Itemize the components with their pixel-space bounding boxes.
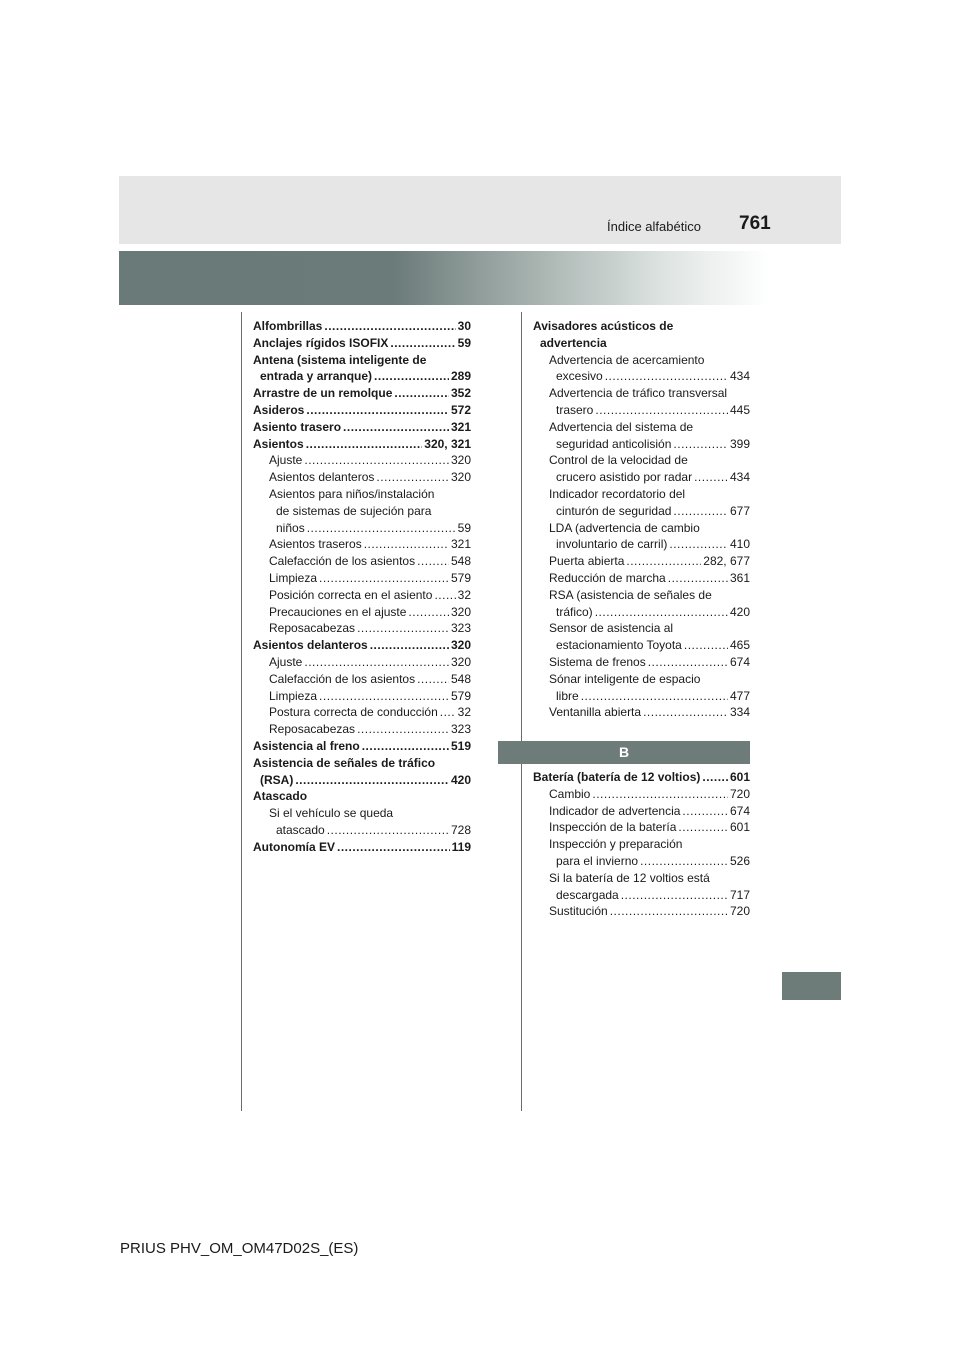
index-entry	[533, 887, 750, 904]
index-entry	[533, 803, 750, 820]
index-page-ref: 434	[729, 470, 750, 485]
index-entry	[533, 469, 750, 486]
index-entry-text: Advertencia de tráfico transversal	[549, 386, 728, 401]
index-page-ref: 572	[450, 402, 471, 417]
index-entry-label: Alfombrillas	[253, 319, 323, 333]
leader-dots	[643, 704, 728, 721]
leader-dots	[357, 721, 449, 738]
index-entry-text: Inspección y preparación	[549, 837, 683, 852]
leader-dots	[307, 520, 456, 537]
index-entry-text: Advertencia de acercamiento	[549, 352, 705, 367]
index-entry-label: excesivo	[556, 369, 603, 384]
index-entry-label: niños	[276, 520, 305, 535]
leader-dots	[376, 469, 449, 486]
index-entry-text: Sensor de asistencia al	[549, 621, 674, 636]
index-page-ref: 579	[450, 688, 471, 703]
index-page-ref: 728	[450, 822, 471, 837]
index-entry-label: Sistema de frenos	[549, 654, 646, 669]
index-entry-text: LDA (advertencia de cambio	[549, 520, 700, 535]
index-page-ref: 601	[729, 770, 750, 784]
index-column-right-a	[533, 318, 750, 721]
index-page-ref: 420	[729, 604, 750, 619]
leader-dots	[621, 887, 728, 904]
index-entry-label: Limpieza	[269, 688, 318, 703]
header-band	[119, 176, 841, 244]
leader-dots	[417, 553, 449, 570]
index-entry-label: Ventanilla abierta	[549, 705, 642, 720]
index-entry	[253, 822, 471, 839]
index-entry-text: Advertencia del sistema de	[549, 419, 694, 434]
index-entry-label: seguridad anticolisión	[556, 436, 672, 451]
leader-dots	[337, 839, 450, 856]
leader-dots	[306, 402, 449, 419]
index-entry-text: Atascado	[253, 789, 308, 804]
letter-divider-b: B	[498, 741, 750, 764]
index-column-right-b	[533, 769, 750, 920]
leader-dots	[684, 637, 728, 654]
leader-dots	[374, 368, 449, 385]
index-page-ref: 320	[450, 654, 471, 669]
index-entry-label: Asideros	[253, 402, 305, 417]
index-entry-label: tráfico)	[556, 604, 593, 619]
index-page-ref: 526	[729, 853, 750, 868]
index-entry-text: Antena (sistema inteligente de	[253, 352, 427, 367]
leader-dots	[702, 769, 728, 786]
leader-dots	[304, 654, 449, 671]
index-entry	[253, 452, 471, 469]
index-page-ref: 410	[729, 537, 750, 552]
index-page-ref: 361	[729, 570, 750, 585]
leader-dots	[682, 803, 728, 820]
index-page-ref: 30	[457, 319, 471, 333]
index-entry	[253, 368, 471, 385]
index-entry	[533, 503, 750, 520]
index-entry-text: Indicador recordatorio del	[549, 486, 686, 501]
index-page-ref: 477	[729, 688, 750, 703]
index-entry	[253, 570, 471, 587]
index-entry	[253, 402, 471, 419]
index-entry	[253, 654, 471, 671]
index-entry-label: Autonomía EV	[253, 839, 336, 854]
leader-dots	[417, 671, 449, 688]
index-entry-label: para el invierno	[556, 853, 639, 868]
index-entry	[253, 721, 471, 738]
index-entry	[533, 553, 750, 570]
leader-dots	[434, 587, 455, 604]
index-entry	[533, 688, 750, 705]
index-entry-label: Calefacción de los asientos	[269, 671, 416, 686]
index-entry	[533, 769, 750, 786]
index-page-ref: 579	[450, 570, 471, 585]
leader-dots	[327, 822, 449, 839]
leader-dots	[694, 469, 728, 486]
leader-dots	[319, 688, 449, 705]
leader-dots	[370, 637, 449, 654]
index-entry-text: Sónar inteligente de espacio	[549, 671, 701, 686]
leader-dots	[595, 402, 728, 419]
index-entry	[253, 536, 471, 553]
index-page-ref: 601	[729, 820, 750, 835]
index-entry	[533, 704, 750, 721]
index-entry-label: Limpieza	[269, 570, 318, 585]
index-page-ref: 59	[457, 520, 471, 535]
index-page-ref: 32	[457, 587, 471, 602]
index-entry	[533, 368, 750, 385]
index-entry-label: (RSA)	[260, 772, 294, 787]
section-title: Índice alfabético	[607, 219, 701, 234]
leader-dots	[592, 786, 728, 803]
index-page-ref: 334	[729, 705, 750, 720]
index-entry-label: trasero	[556, 402, 594, 417]
leader-dots	[678, 819, 728, 836]
index-page-ref: 321	[450, 537, 471, 552]
index-page-ref: 321	[450, 419, 471, 434]
index-entry-label: Arrastre de un remolque	[253, 386, 393, 401]
leader-dots	[673, 503, 728, 520]
index-entry	[253, 620, 471, 637]
index-entry-label: estacionamiento Toyota	[556, 638, 682, 653]
index-entry-text: de sistemas de sujeción para	[276, 503, 432, 518]
index-entry-label: Reducción de marcha	[549, 570, 666, 585]
index-page-ref: 119	[451, 839, 471, 854]
leader-dots	[324, 318, 455, 335]
index-entry-label: Posición correcta en el asiento	[269, 587, 433, 602]
leader-dots	[668, 570, 728, 587]
index-page-ref: 548	[450, 554, 471, 569]
index-entry-label: Batería (batería de 12 voltios)	[533, 770, 701, 784]
index-entry-text: Si la batería de 12 voltios está	[549, 870, 710, 885]
index-entry	[253, 772, 471, 789]
index-page-ref: 289	[450, 369, 471, 384]
index-entry	[253, 553, 471, 570]
index-page-ref: 320, 321	[424, 436, 471, 451]
index-entry-label: Precauciones en el ajuste	[269, 604, 407, 619]
leader-dots	[610, 903, 728, 920]
leader-dots	[357, 620, 449, 637]
index-entry-text: Asientos para niños/instalación	[269, 486, 435, 501]
index-page-ref: 445	[729, 402, 750, 417]
index-page-ref: 677	[729, 503, 750, 518]
leader-dots	[595, 604, 728, 621]
index-entry	[253, 335, 471, 352]
leader-dots	[673, 436, 728, 453]
index-entry-text: Avisadores acústicos de	[533, 319, 674, 333]
index-entry	[253, 520, 471, 537]
index-entry-label: Sustitución	[549, 904, 608, 919]
document-id-footer: PRIUS PHV_OM_OM47D02S_(ES)	[120, 1240, 359, 1257]
chapter-side-tab	[782, 972, 841, 1000]
index-entry-text: Asistencia de señales de tráfico	[253, 755, 436, 770]
index-entry	[253, 738, 471, 755]
index-entry-label: involuntario de carril)	[556, 537, 668, 552]
index-entry	[253, 839, 471, 856]
index-entry-label: Asiento trasero	[253, 419, 342, 434]
index-page-ref: 320	[450, 638, 471, 653]
index-entry-label: Asientos traseros	[269, 537, 362, 552]
index-page-ref: 352	[450, 386, 471, 401]
index-entry-label: Postura correcta de conducción	[269, 705, 438, 720]
index-entry	[253, 587, 471, 604]
index-page-ref: 320	[450, 453, 471, 468]
index-entry	[533, 637, 750, 654]
index-entry-label: descargada	[556, 887, 619, 902]
index-entry	[253, 637, 471, 654]
leader-dots	[648, 654, 728, 671]
index-entry-label: libre	[556, 688, 579, 703]
index-page-ref: 674	[729, 803, 750, 818]
leader-dots	[343, 419, 449, 436]
index-entry-label: Ajuste	[269, 654, 303, 669]
index-page-ref: 548	[450, 671, 471, 686]
index-page-ref: 720	[729, 904, 750, 919]
index-entry	[533, 853, 750, 870]
index-entry	[253, 469, 471, 486]
index-entry-text: Si el vehículo se queda	[269, 806, 394, 821]
index-entry-label: Ajuste	[269, 453, 303, 468]
leader-dots	[440, 704, 456, 721]
index-entry	[533, 536, 750, 553]
index-entry	[533, 786, 750, 803]
leader-dots	[319, 570, 449, 587]
index-entry-label: Reposacabezas	[269, 621, 356, 636]
leader-dots	[408, 604, 449, 621]
index-entry-label: Puerta abierta	[549, 554, 625, 569]
index-entry	[253, 385, 471, 402]
leader-dots	[626, 553, 701, 570]
index-entry	[253, 704, 471, 721]
index-entry	[533, 819, 750, 836]
index-page-ref: 399	[729, 436, 750, 451]
index-entry-label: atascado	[276, 822, 325, 837]
index-page-ref: 465	[729, 638, 750, 653]
index-entry-label: crucero asistido por radar	[556, 470, 693, 485]
index-column-left	[253, 318, 471, 856]
index-entry-label: Cambio	[549, 786, 591, 801]
index-page-ref: 434	[729, 369, 750, 384]
index-entry	[253, 671, 471, 688]
index-entry-label: Inspección de la batería	[549, 820, 677, 835]
index-entry	[533, 654, 750, 671]
index-entry	[253, 419, 471, 436]
leader-dots	[605, 368, 728, 385]
index-entry	[253, 436, 471, 453]
index-page-ref: 420	[450, 772, 471, 787]
leader-dots	[306, 436, 423, 453]
index-entry-label: Calefacción de los asientos	[269, 554, 416, 569]
leader-dots	[362, 738, 449, 755]
index-entry-text: RSA (asistencia de señales de	[549, 587, 712, 602]
leader-dots	[394, 385, 449, 402]
leader-dots	[640, 853, 728, 870]
index-entry-label: cinturón de seguridad	[556, 503, 672, 518]
index-entry-label: Anclajes rígidos ISOFIX	[253, 335, 389, 350]
index-page-ref: 717	[729, 887, 750, 902]
index-page-ref: 519	[450, 738, 471, 753]
index-entry-text: advertencia	[540, 335, 607, 350]
index-entry	[533, 570, 750, 587]
column-divider-left	[241, 312, 242, 1111]
index-entry-label: entrada y arranque)	[260, 369, 373, 384]
index-page-ref: 32	[457, 705, 471, 720]
index-entry-label: Asientos delanteros	[253, 638, 368, 653]
index-page-ref: 323	[450, 621, 471, 636]
leader-dots	[304, 452, 449, 469]
index-entry-text: Control de la velocidad de	[549, 453, 688, 468]
leader-dots	[390, 335, 455, 352]
index-entry-label: Indicador de advertencia	[549, 803, 681, 818]
column-divider-middle	[521, 312, 522, 1111]
index-page-ref: 674	[729, 654, 750, 669]
decorative-gradient-band	[119, 251, 841, 305]
index-entry	[533, 402, 750, 419]
index-page-ref: 720	[729, 786, 750, 801]
index-page-ref: 323	[450, 722, 471, 737]
index-entry-label: Asientos delanteros	[269, 470, 375, 485]
index-entry	[253, 688, 471, 705]
index-entry	[253, 318, 471, 335]
leader-dots	[295, 772, 449, 789]
index-page-ref: 320	[450, 470, 471, 485]
index-entry	[533, 604, 750, 621]
index-page-ref: 59	[457, 335, 471, 350]
page-number: 761	[739, 213, 771, 234]
index-entry-label: Asientos	[253, 436, 304, 451]
leader-dots	[669, 536, 728, 553]
index-entry-label: Reposacabezas	[269, 722, 356, 737]
index-page-ref: 320	[450, 604, 471, 619]
leader-dots	[364, 536, 449, 553]
index-entry	[253, 604, 471, 621]
index-entry	[533, 903, 750, 920]
index-entry-label: Asistencia al freno	[253, 738, 360, 753]
index-entry	[533, 436, 750, 453]
index-page-ref: 282, 677	[703, 554, 750, 569]
leader-dots	[581, 688, 728, 705]
